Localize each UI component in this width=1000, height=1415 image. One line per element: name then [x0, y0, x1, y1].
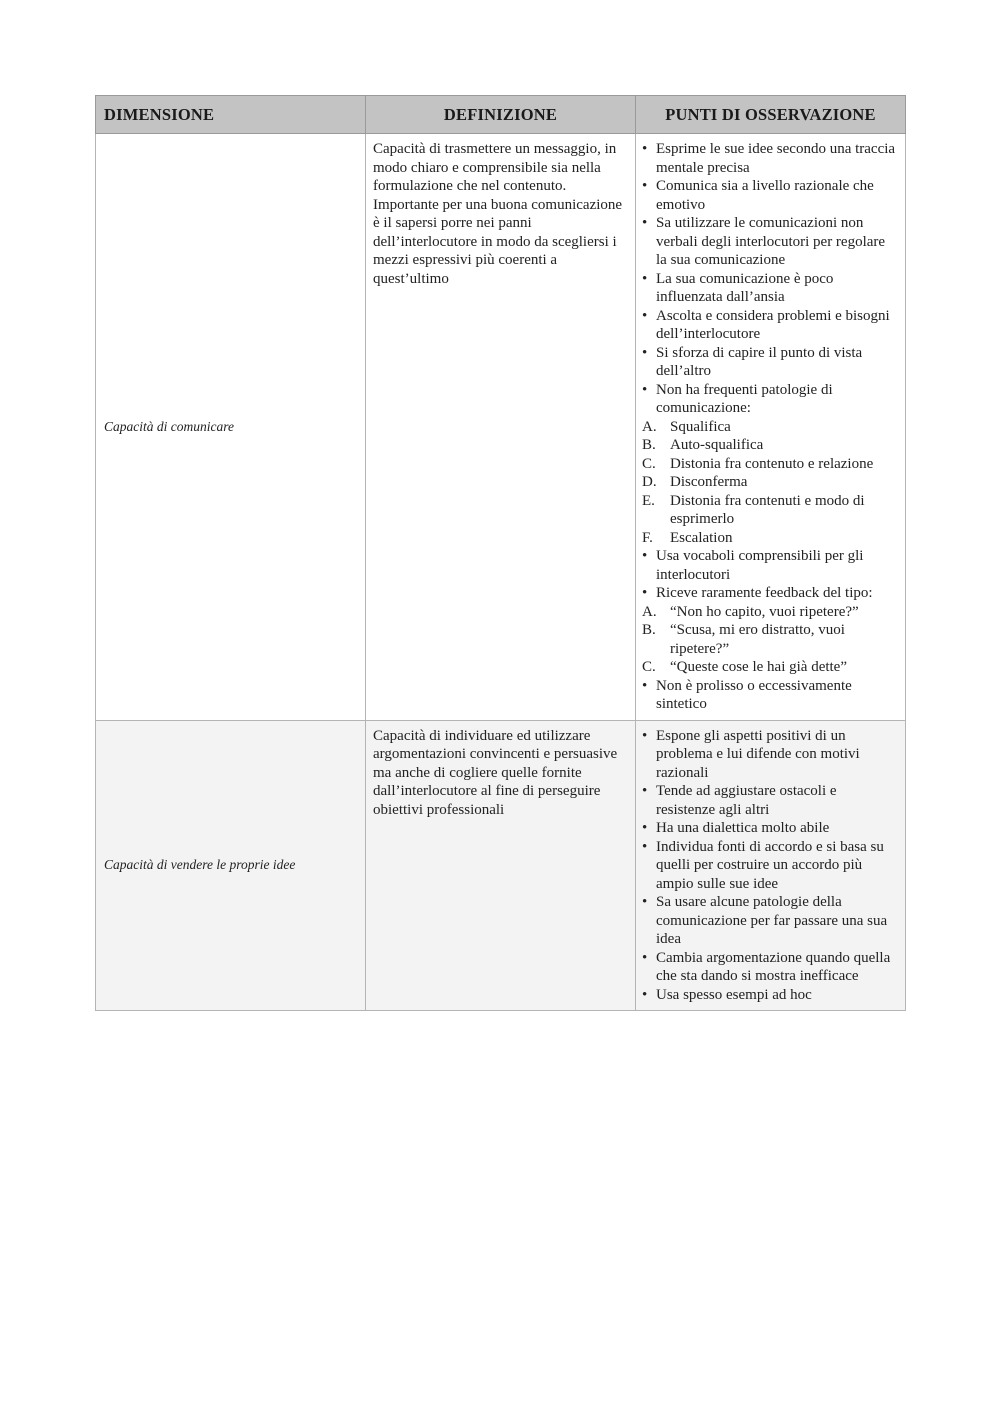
list-marker: •	[642, 381, 648, 398]
observation-cell	[636, 720, 906, 1011]
list-item-text: Esprime le sue idee secondo una traccia mentale precisa	[656, 141, 896, 176]
list-item	[642, 473, 899, 492]
list-item-text: Si sforza di capire il punto di vista dell’altro	[656, 344, 863, 379]
competency-table	[95, 95, 906, 1011]
dimension-cell: Capacità di vendere le proprie idee	[96, 720, 366, 1011]
list-item	[642, 677, 899, 714]
list-item-text: Ha una dialettica molto abile	[656, 820, 830, 836]
list-marker: A.	[642, 418, 657, 435]
definition-cell: Capacità di trasmettere un messaggio, in modo chiaro e comprensibile sia nella formulazione che nel contenuto. Importante per una buona comunicazione è il sapersi porre nei panni dell’interlocutore in modo da scegliersi i mezzi espressivi più coerenti a quest’ultimo	[366, 134, 636, 721]
list-marker: •	[642, 820, 648, 836]
list-item	[642, 986, 899, 1005]
definition-cell: Capacità di individuare ed utilizzare argomentazioni convincenti e persuasive ma anche di cogliere quelle fornite dall’interlocutore al fine di perseguire obiettivi professionali	[366, 720, 636, 1011]
list-marker: C.	[642, 659, 656, 675]
list-item-text: “Scusa, mi ero distratto, vuoi ripetere?”	[670, 622, 845, 657]
list-item	[642, 140, 899, 177]
list-item	[642, 621, 899, 658]
list-item-text: Distonia fra contenuto e relazione	[670, 455, 874, 472]
observation-list	[642, 140, 899, 714]
observation-list	[642, 727, 899, 1005]
list-marker: •	[642, 727, 648, 744]
list-item	[642, 344, 899, 381]
list-item	[642, 381, 899, 418]
list-item	[642, 782, 899, 819]
list-item	[642, 838, 899, 894]
list-marker: •	[642, 677, 648, 694]
list-item-text: Ascolta e considera problemi e bisogni dell’interlocutore	[656, 307, 890, 342]
list-item	[642, 949, 899, 986]
list-item	[642, 455, 899, 474]
list-item-text: Sa usare alcune patologie della comunicazione per far passare una sua idea	[656, 894, 888, 947]
header-dimension: DIMENSIONE	[96, 96, 366, 134]
list-item	[642, 819, 899, 838]
list-marker: B.	[642, 622, 656, 638]
list-item-text: Usa spesso esempi ad hoc	[656, 986, 812, 1003]
list-marker: B.	[642, 437, 656, 453]
list-item	[642, 418, 899, 437]
list-marker: •	[642, 838, 648, 855]
list-marker: •	[642, 344, 648, 361]
list-item-text: Escalation	[670, 529, 733, 546]
header-observation: PUNTI DI OSSERVAZIONE	[636, 96, 906, 134]
list-item-text: La sua comunicazione è poco influenzata dall’ansia	[656, 270, 834, 305]
list-item-text: Disconferma	[670, 474, 748, 490]
list-marker: •	[642, 894, 648, 910]
list-item-text: Comunica sia a livello razionale che emotivo	[656, 178, 874, 213]
list-item	[642, 603, 899, 622]
list-item-text: Usa vocaboli comprensibili per gli interlocutori	[656, 548, 864, 583]
list-item	[642, 584, 899, 603]
list-marker: C.	[642, 455, 656, 472]
list-item-text: Squalifica	[670, 418, 731, 435]
list-item-text: Individua fonti di accordo e si basa su quelli per costruire un accordo più ampio sulle sue idee	[656, 838, 884, 892]
list-item	[642, 727, 899, 783]
table-row	[96, 720, 906, 1011]
header-row	[96, 96, 906, 134]
list-item-text: Non è prolisso o eccessivamente sintetico	[656, 677, 852, 712]
observation-cell	[636, 134, 906, 721]
list-marker: •	[642, 270, 648, 287]
list-marker: •	[642, 548, 648, 564]
list-item	[642, 529, 899, 548]
list-item	[642, 893, 899, 949]
list-item-text: “Queste cose le hai già dette”	[670, 659, 847, 675]
list-item	[642, 270, 899, 307]
list-item	[642, 658, 899, 677]
list-item	[642, 547, 899, 584]
list-item	[642, 492, 899, 529]
list-item-text: Auto-squalifica	[670, 437, 764, 453]
list-marker: •	[642, 178, 648, 194]
list-item-text: Distonia fra contenuti e modo di esprimerlo	[670, 492, 865, 527]
list-item-text: Sa utilizzare le comunicazioni non verbali degli interlocutori per regolare la sua comunicazione	[656, 215, 886, 268]
list-marker: •	[642, 986, 648, 1003]
list-marker: E.	[642, 492, 655, 509]
list-item-text: Riceve raramente feedback del tipo:	[656, 585, 873, 601]
list-marker: •	[642, 585, 648, 601]
list-item-text: “Non ho capito, vuoi ripetere?”	[670, 603, 859, 620]
list-item	[642, 177, 899, 214]
list-marker: •	[642, 141, 648, 157]
table-row	[96, 134, 906, 721]
list-marker: •	[642, 215, 648, 231]
list-marker: D.	[642, 474, 657, 490]
list-item-text: Tende ad aggiustare ostacoli e resistenze agli altri	[656, 783, 837, 818]
list-marker: •	[642, 307, 648, 324]
dimension-cell: Capacità di comunicare	[96, 134, 366, 721]
list-marker: F.	[642, 529, 653, 546]
list-item	[642, 307, 899, 344]
list-item-text: Espone gli aspetti positivi di un problema e lui difende con motivi razionali	[656, 727, 860, 781]
list-item-text: Cambia argomentazione quando quella che sta dando si mostra inefficace	[656, 949, 891, 984]
header-definition: DEFINIZIONE	[366, 96, 636, 134]
list-item-text: Non ha frequenti patologie di comunicazione:	[656, 381, 833, 416]
list-marker: •	[642, 949, 648, 966]
list-item	[642, 214, 899, 270]
list-marker: •	[642, 783, 648, 799]
list-item	[642, 436, 899, 455]
list-marker: A.	[642, 603, 657, 620]
